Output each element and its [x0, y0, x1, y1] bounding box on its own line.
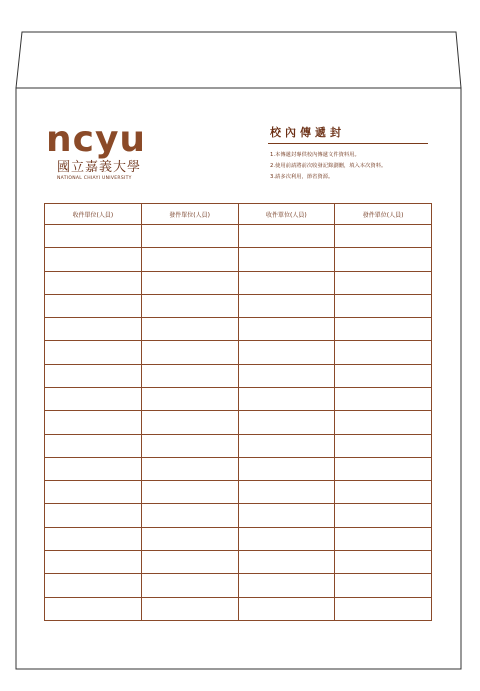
table-cell[interactable]	[238, 341, 335, 364]
table-row	[45, 550, 432, 573]
table-cell[interactable]	[45, 457, 142, 480]
table-cell[interactable]	[335, 527, 432, 550]
header-receiver-1: 收件單位(人員)	[45, 204, 142, 225]
table-cell[interactable]	[335, 574, 432, 597]
table-cell[interactable]	[141, 318, 238, 341]
table-cell[interactable]	[45, 504, 142, 527]
table-cell[interactable]	[238, 434, 335, 457]
table-row	[45, 574, 432, 597]
table-row	[45, 248, 432, 271]
table-cell[interactable]	[335, 341, 432, 364]
table-cell[interactable]	[238, 225, 335, 248]
table-cell[interactable]	[45, 597, 142, 621]
table-cell[interactable]	[45, 248, 142, 271]
table-row	[45, 597, 432, 621]
table-cell[interactable]	[335, 271, 432, 294]
table-cell[interactable]	[141, 364, 238, 387]
table-row	[45, 271, 432, 294]
table-cell[interactable]	[45, 318, 142, 341]
table-cell[interactable]	[141, 481, 238, 504]
table-cell[interactable]	[238, 318, 335, 341]
table-row	[45, 341, 432, 364]
logo-mark: ncyu	[46, 119, 147, 160]
table-cell[interactable]	[141, 387, 238, 410]
table-cell[interactable]	[238, 294, 335, 317]
table-cell[interactable]	[335, 225, 432, 248]
table-body	[45, 225, 432, 621]
table-cell[interactable]	[141, 574, 238, 597]
envelope-flap	[16, 32, 461, 88]
table-row	[45, 527, 432, 550]
table-row	[45, 364, 432, 387]
table-row	[45, 457, 432, 480]
university-logo	[46, 119, 156, 182]
table-cell[interactable]	[141, 271, 238, 294]
table-cell[interactable]	[238, 574, 335, 597]
table-cell[interactable]	[335, 364, 432, 387]
table-cell[interactable]	[45, 527, 142, 550]
table-cell[interactable]	[45, 411, 142, 434]
table-cell[interactable]	[141, 504, 238, 527]
table-row	[45, 318, 432, 341]
logo-english-name: NATIONAL CHIAYI UNIVERSITY	[57, 176, 132, 181]
table-cell[interactable]	[238, 457, 335, 480]
table-cell[interactable]	[141, 457, 238, 480]
title-underline	[268, 143, 428, 144]
table-row	[45, 387, 432, 410]
table-cell[interactable]	[141, 597, 238, 621]
routing-table	[44, 203, 432, 621]
table-row	[45, 504, 432, 527]
header-sender-1: 發件單位(人員)	[141, 204, 238, 225]
table-cell[interactable]	[141, 434, 238, 457]
table-cell[interactable]	[335, 481, 432, 504]
table-cell[interactable]	[45, 434, 142, 457]
header-receiver-2: 收件單位(人員)	[238, 204, 335, 225]
table-cell[interactable]	[238, 271, 335, 294]
table-cell[interactable]	[45, 387, 142, 410]
table-cell[interactable]	[238, 550, 335, 573]
table-cell[interactable]	[335, 318, 432, 341]
table-cell[interactable]	[335, 387, 432, 410]
table-cell[interactable]	[335, 434, 432, 457]
table-row	[45, 225, 432, 248]
table-cell[interactable]	[45, 364, 142, 387]
table-cell[interactable]	[141, 411, 238, 434]
table-row	[45, 481, 432, 504]
table-row	[45, 294, 432, 317]
table-cell[interactable]	[141, 341, 238, 364]
table-cell[interactable]	[45, 574, 142, 597]
table-row	[45, 411, 432, 434]
table-cell[interactable]	[238, 387, 335, 410]
header-sender-2: 發件單位(人員)	[335, 204, 432, 225]
table-cell[interactable]	[141, 550, 238, 573]
table-cell[interactable]	[141, 294, 238, 317]
table-cell[interactable]	[141, 527, 238, 550]
table-cell[interactable]	[45, 341, 142, 364]
table-cell[interactable]	[238, 504, 335, 527]
table-cell[interactable]	[238, 481, 335, 504]
logo-chinese-name: 國立嘉義大學	[57, 160, 142, 175]
note-line-2: 2.使用前請將前次收發記錄劃刪，填入本次資料。	[270, 163, 387, 169]
table-cell[interactable]	[45, 271, 142, 294]
note-line-3: 3.請多次利用，節省資源。	[270, 174, 334, 180]
table-cell[interactable]	[335, 411, 432, 434]
table-cell[interactable]	[238, 411, 335, 434]
table-header-row	[45, 204, 432, 225]
title-block	[268, 126, 430, 183]
table-cell[interactable]	[238, 527, 335, 550]
table-cell[interactable]	[335, 248, 432, 271]
table-cell[interactable]	[335, 457, 432, 480]
document-title: 校內傳遞封	[270, 126, 345, 139]
table-cell[interactable]	[335, 504, 432, 527]
table-cell[interactable]	[335, 294, 432, 317]
table-cell[interactable]	[45, 481, 142, 504]
table-cell[interactable]	[141, 248, 238, 271]
table-cell[interactable]	[45, 294, 142, 317]
note-line-1: 1.本傳遞封專供校內傳遞文件資料用。	[270, 152, 360, 158]
table-cell[interactable]	[238, 597, 335, 621]
table-cell[interactable]	[45, 550, 142, 573]
table-cell[interactable]	[238, 364, 335, 387]
table-cell[interactable]	[45, 225, 142, 248]
table-cell[interactable]	[141, 225, 238, 248]
table-cell[interactable]	[335, 597, 432, 621]
table-cell[interactable]	[238, 248, 335, 271]
table-row	[45, 434, 432, 457]
table-cell[interactable]	[335, 550, 432, 573]
